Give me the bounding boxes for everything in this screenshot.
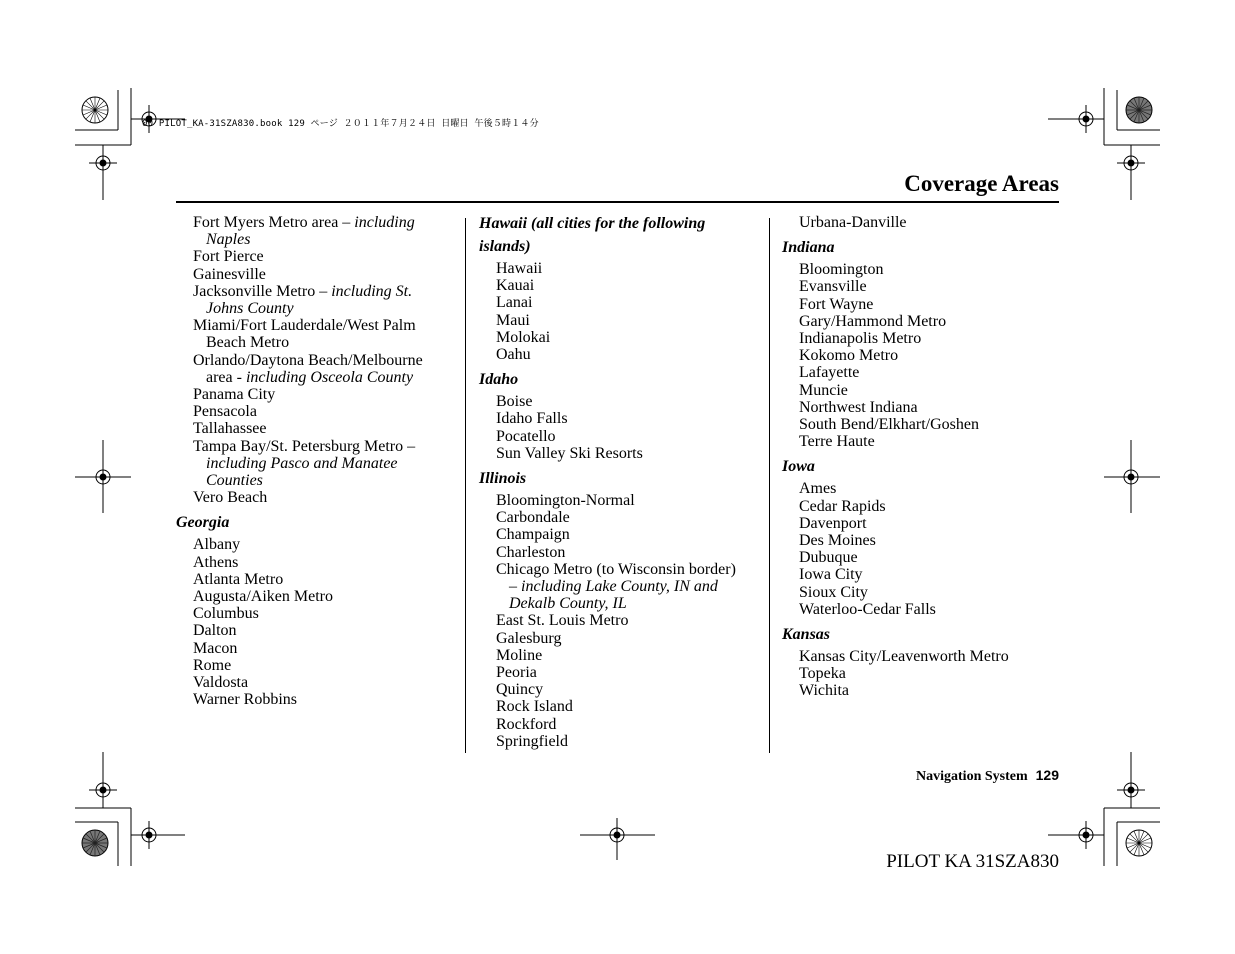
- area-name: Topeka: [799, 665, 846, 683]
- area-name: Fort Pierce: [193, 248, 264, 266]
- list-item: [782, 498, 1052, 515]
- list-item: [782, 433, 1052, 450]
- list-item: [176, 640, 456, 657]
- area-name: Tampa Bay/St. Petersburg Metro –: [193, 437, 416, 455]
- area-name: Panama City: [193, 386, 276, 404]
- state-heading: [479, 469, 764, 489]
- list-item: [176, 489, 456, 506]
- list-item: [479, 294, 764, 311]
- state-name: Kansas: [782, 626, 831, 644]
- list-item: [782, 416, 1052, 433]
- state-heading: [782, 457, 1052, 477]
- area-name: Hawaii: [496, 260, 543, 277]
- area-name: Orlando/Daytona Beach/Melbourne: [193, 351, 423, 369]
- area-name: Champaign: [496, 526, 570, 544]
- list-item: [176, 536, 456, 553]
- list-item: [479, 445, 764, 462]
- area-name: Muncie: [799, 381, 848, 399]
- area-name: Waterloo-Cedar Falls: [799, 600, 936, 618]
- state-qualifier: islands): [479, 238, 531, 255]
- area-name: Chicago Metro (to Wisconsin border): [496, 560, 736, 578]
- coverage-column-2: [479, 214, 764, 750]
- list-item: [176, 622, 456, 639]
- list-item: [176, 386, 456, 403]
- list-item: [479, 260, 764, 277]
- area-name: Dalton: [193, 622, 237, 640]
- footer-nav: [916, 767, 1059, 785]
- list-item: [479, 346, 764, 363]
- state-name: Hawaii: [479, 215, 528, 232]
- page-title: Coverage Areas: [904, 171, 1059, 196]
- column-divider: [465, 218, 466, 753]
- area-name: Rockford: [496, 715, 557, 733]
- state-name: Georgia: [176, 514, 230, 532]
- area-name: Maui: [496, 311, 530, 329]
- list-item: [782, 665, 1052, 682]
- list-item: [479, 664, 764, 681]
- list-item: [479, 561, 764, 578]
- list-item: [782, 347, 1052, 364]
- area-name: Kauai: [496, 277, 535, 295]
- area-note: Naples: [206, 231, 251, 249]
- list-item: [479, 716, 764, 733]
- list-item-continued: [176, 300, 456, 317]
- list-item: [479, 698, 764, 715]
- area-name: Oahu: [496, 346, 531, 364]
- area-name: Wichita: [799, 682, 849, 700]
- list-item: [782, 532, 1052, 549]
- state-heading: [479, 370, 764, 390]
- list-item: [782, 296, 1052, 313]
- area-name: Davenport: [799, 514, 867, 532]
- list-item: [782, 480, 1052, 497]
- area-name: Bloomington-Normal: [496, 492, 635, 510]
- area-name: Cedar Rapids: [799, 497, 886, 515]
- list-item: [176, 266, 456, 283]
- area-name: Rock Island: [496, 698, 573, 716]
- area-name: Valdosta: [193, 674, 249, 692]
- list-item: [782, 330, 1052, 347]
- area-name: Atlanta Metro: [193, 570, 284, 588]
- list-item: [479, 277, 764, 294]
- page-number: 129: [1035, 767, 1059, 783]
- list-item: [479, 509, 764, 526]
- area-note: Dekalb County, IL: [509, 595, 627, 613]
- list-item: [479, 612, 764, 629]
- list-item: [176, 691, 456, 708]
- coverage-column-1: [176, 214, 456, 708]
- area-name: Pocatello: [496, 427, 556, 445]
- list-item: [176, 605, 456, 622]
- state-name: Idaho: [479, 371, 519, 389]
- list-item: [479, 647, 764, 664]
- area-name: Albany: [193, 536, 241, 554]
- state-name: Iowa: [782, 458, 815, 476]
- area-note: including: [354, 214, 415, 231]
- list-item: [176, 317, 456, 334]
- area-name: South Bend/Elkhart/Goshen: [799, 416, 979, 434]
- list-item: [479, 526, 764, 543]
- list-item: [479, 329, 764, 346]
- area-name: Carbondale: [496, 509, 570, 527]
- list-item: [782, 313, 1052, 330]
- list-item: [782, 584, 1052, 601]
- list-item: [479, 544, 764, 561]
- list-item: [176, 674, 456, 691]
- area-name: Sioux City: [799, 583, 868, 601]
- area-name: Kansas City/Leavenworth Metro: [799, 648, 1009, 666]
- area-note: including Osceola County: [245, 368, 414, 386]
- list-item: [782, 214, 1052, 231]
- list-item: [176, 352, 456, 369]
- state-name: Indiana: [782, 239, 835, 257]
- column-divider: [769, 218, 770, 753]
- list-item-continued: [479, 578, 764, 595]
- list-item: [479, 312, 764, 329]
- area-name: Terre Haute: [799, 433, 875, 451]
- list-item: [176, 657, 456, 674]
- area-note: including Pasco and Manatee: [206, 454, 398, 472]
- area-name: Ames: [799, 480, 837, 498]
- list-item: [479, 428, 764, 445]
- area-name: area -: [206, 368, 246, 386]
- area-name: Lafayette: [799, 364, 860, 382]
- area-name: Springfield: [496, 732, 568, 750]
- area-name: Evansville: [799, 278, 867, 296]
- area-name: Fort Myers Metro area –: [193, 214, 355, 231]
- state-name: Illinois: [479, 470, 527, 488]
- list-item-continued: [176, 472, 456, 489]
- list-item: [479, 410, 764, 427]
- list-item: [782, 549, 1052, 566]
- area-name: Indianapolis Metro: [799, 330, 922, 348]
- state-heading: [479, 214, 764, 234]
- list-item: [176, 248, 456, 265]
- list-item: [782, 515, 1052, 532]
- list-item-continued: [176, 334, 456, 351]
- area-name: Tallahassee: [193, 420, 267, 438]
- list-item: [782, 601, 1052, 618]
- area-name: Bloomington: [799, 261, 884, 279]
- area-name: Columbus: [193, 605, 259, 623]
- area-name: Northwest Indiana: [799, 398, 918, 416]
- area-name: Charleston: [496, 543, 566, 561]
- area-name: Gary/Hammond Metro: [799, 312, 947, 330]
- list-item: [782, 382, 1052, 399]
- state-heading: [782, 238, 1052, 258]
- area-name: Miami/Fort Lauderdale/West Palm: [193, 317, 416, 335]
- list-item: [782, 364, 1052, 381]
- list-item: [176, 438, 456, 455]
- area-name: Moline: [496, 646, 543, 664]
- list-item-continued: [176, 369, 456, 386]
- model-code: PILOT KA 31SZA830: [886, 851, 1059, 872]
- state-heading-continued: [479, 237, 764, 257]
- state-heading: [176, 513, 456, 533]
- list-item: [176, 214, 456, 231]
- area-name: Augusta/Aiken Metro: [193, 588, 333, 606]
- list-item: [479, 492, 764, 509]
- area-name: Jacksonville Metro –: [193, 282, 332, 300]
- list-item: [176, 403, 456, 420]
- area-note: Johns County: [206, 300, 294, 318]
- list-item-continued: [176, 455, 456, 472]
- area-note: including St.: [331, 282, 413, 300]
- area-name: East St. Louis Metro: [496, 612, 629, 630]
- area-name: Rome: [193, 656, 232, 674]
- list-item: [176, 420, 456, 437]
- list-item: [176, 571, 456, 588]
- list-item: [782, 399, 1052, 416]
- list-item: [479, 630, 764, 647]
- list-item: [479, 733, 764, 750]
- list-item: [176, 554, 456, 571]
- area-name: Kokomo Metro: [799, 347, 899, 365]
- area-name: Idaho Falls: [496, 410, 568, 428]
- area-name: Galesburg: [496, 629, 562, 647]
- area-name: Fort Wayne: [799, 295, 874, 313]
- area-name: Molokai: [496, 328, 551, 346]
- area-name: Des Moines: [799, 532, 876, 550]
- area-name: Gainesville: [193, 265, 266, 283]
- list-item: [479, 393, 764, 410]
- area-name: Warner Robbins: [193, 691, 298, 709]
- area-note: Counties: [206, 472, 263, 490]
- area-name: Dubuque: [799, 549, 858, 567]
- area-name: Boise: [496, 393, 533, 411]
- footer-section: Navigation System: [916, 769, 1028, 784]
- state-heading: [782, 625, 1052, 645]
- coverage-column-3: [782, 214, 1052, 700]
- area-name: Vero Beach: [193, 489, 268, 507]
- list-item: [176, 283, 456, 300]
- area-name: Pensacola: [193, 403, 257, 421]
- area-name: Peoria: [496, 664, 537, 682]
- list-item: [479, 681, 764, 698]
- print-slug: 00 PILOT_KA-31SZA830.book 129 ページ ２０１１年７月２４日 日曜日 午後５時１４分: [142, 119, 539, 129]
- list-item: [782, 261, 1052, 278]
- list-item-continued: [176, 231, 456, 248]
- title-rule: [176, 201, 1059, 203]
- state-qualifier: (all cities for the following: [527, 215, 706, 232]
- list-item: [782, 566, 1052, 583]
- area-name: Urbana-Danville: [799, 214, 907, 231]
- area-note: – including Lake County, IN and: [509, 578, 718, 596]
- area-name: Iowa City: [799, 566, 863, 584]
- list-item: [782, 682, 1052, 699]
- area-name: Lanai: [496, 294, 533, 312]
- list-item: [782, 278, 1052, 295]
- list-item: [782, 648, 1052, 665]
- area-name: Macon: [193, 639, 238, 657]
- area-name: Quincy: [496, 681, 544, 699]
- area-name: Athens: [193, 553, 239, 571]
- area-name: Sun Valley Ski Resorts: [496, 444, 643, 462]
- list-item: [176, 588, 456, 605]
- list-item-continued: [479, 595, 764, 612]
- area-name: Beach Metro: [206, 334, 290, 352]
